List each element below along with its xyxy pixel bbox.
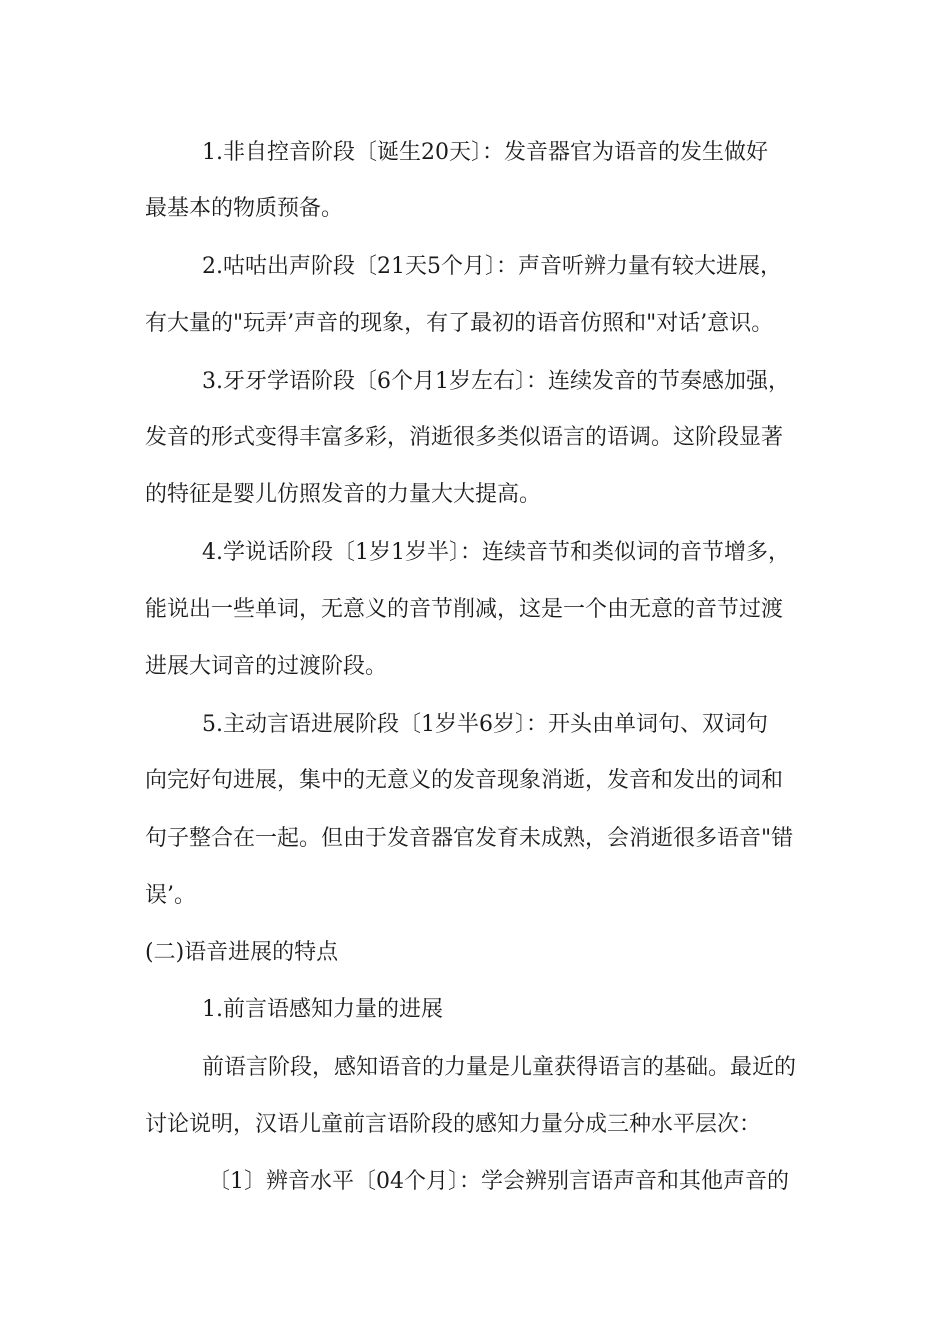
paragraph-text: 讨论说明，汉语儿童前言语阶段的感知力量分成三种水平层次： bbox=[145, 1112, 762, 1137]
paragraph-text: 1.非自控音阶段〔诞生20天〕：发音器官为语音的发生做好 bbox=[202, 140, 768, 165]
paragraph-text: 发音的形式变得丰富多彩，消逝很多类似语言的语调。这阶段显著 bbox=[145, 425, 784, 450]
text-line bbox=[0, 479, 950, 511]
paragraph-text: 2.咕咕出声阶段〔21天5个月〕：声音听辨力量有较大进展， bbox=[202, 254, 782, 279]
paragraph-text: 前语言阶段，感知语音的力量是儿童获得语言的基础。最近的 bbox=[202, 1055, 797, 1080]
section-heading: (二)语音进展的特点 bbox=[145, 940, 339, 965]
text-line bbox=[0, 880, 950, 912]
text-line bbox=[0, 1052, 950, 1084]
paragraph-text: 向完好句进展，集中的无意义的发音现象消逝，发音和发出的词和 bbox=[145, 768, 784, 793]
text-line bbox=[0, 994, 950, 1026]
paragraph-text: 最基本的物质预备。 bbox=[145, 196, 344, 221]
paragraph-text: 有大量的"玩弄’声音的现象，有了最初的语音仿照和"对话’意识。 bbox=[145, 311, 774, 336]
paragraph-text: 4.学说话阶段〔1岁1岁半〕：连续音节和类似词的音节增多， bbox=[202, 540, 790, 565]
text-line bbox=[0, 251, 950, 283]
paragraph-text: 〔1〕辨音水平〔04个月〕：学会辨别言语声音和其他声音的 bbox=[208, 1169, 789, 1194]
text-line bbox=[0, 193, 950, 225]
text-line bbox=[0, 765, 950, 797]
text-line bbox=[0, 1109, 950, 1141]
text-line bbox=[0, 366, 950, 398]
text-line bbox=[0, 594, 950, 626]
text-line bbox=[0, 709, 950, 741]
text-line bbox=[0, 823, 950, 855]
text-line bbox=[0, 308, 950, 340]
paragraph-text: 进展大词音的过渡阶段。 bbox=[145, 654, 388, 679]
text-line bbox=[0, 422, 950, 454]
paragraph-text: 3.牙牙学语阶段〔6个月1岁左右〕：连续发音的节奏感加强， bbox=[202, 369, 790, 394]
paragraph-text: 句子整合在一起。但由于发音器官发育未成熟，会消逝很多语音"错 bbox=[145, 826, 794, 851]
paragraph-text: 能说出一些单词，无意义的音节削减，这是一个由无意的音节过渡 bbox=[145, 597, 784, 622]
paragraph-text: 误’。 bbox=[145, 883, 196, 908]
paragraph-text: 5.主动言语进展阶段〔1岁半6岁〕：开头由单词句、双词句 bbox=[202, 712, 768, 737]
text-line bbox=[0, 537, 950, 569]
text-line bbox=[0, 651, 950, 683]
text-line bbox=[0, 137, 950, 169]
subsection-heading: 1.前言语感知力量的进展 bbox=[202, 997, 443, 1022]
text-line bbox=[0, 937, 950, 969]
text-line bbox=[0, 1166, 950, 1198]
paragraph-text: 的特征是婴儿仿照发音的力量大大提高。 bbox=[145, 482, 542, 507]
